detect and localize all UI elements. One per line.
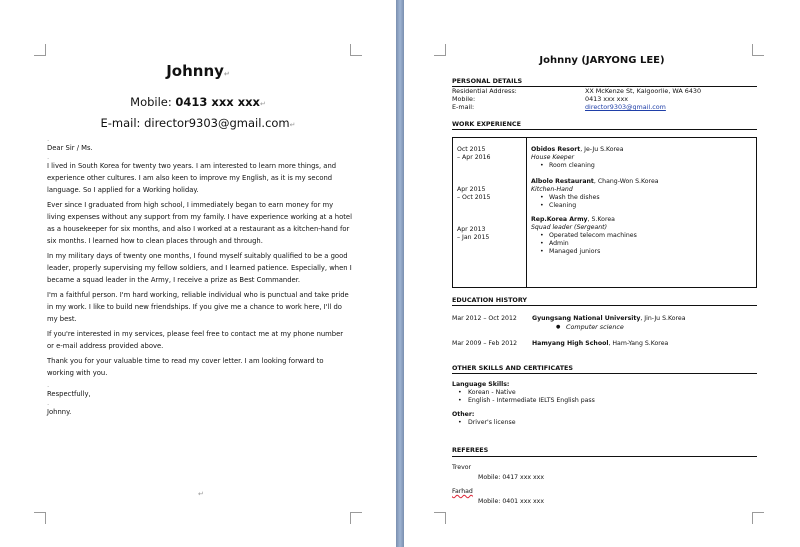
section-title: EDUCATION HISTORY <box>452 296 757 306</box>
email-link[interactable]: director9303@gmail.com <box>585 103 666 111</box>
education-entry: Mar 2012 – Oct 2012 Gyungsang National University, Jin-Ju S.Korea <box>452 315 686 322</box>
letter-paragraph: I'm a faithful person. I'm hard working, reliable individual who is punctual and take pride in my work. I like to build new friendships. If you give me a chance to work here, I'll do my best. <box>47 291 349 323</box>
education-entry: Mar 2009 – Feb 2012 Hamyang High School, Ham-Yang S.Korea <box>452 340 669 347</box>
section-title: REFEREES <box>452 445 757 457</box>
job-entry: Albolo Restaurant, Chang-Won S.Korea Kitchen-Hand • Wash the dishes • Cleaning <box>531 178 753 210</box>
referee-mobile: Mobile: 0417 xxx xxx <box>478 474 544 481</box>
letter-paragraph: Ever since I graduated from high school, I immediately began to earn money for my living expenses without any support from my family. I have experience working at a hotel as a housekeeper for six months, and also I worked at a restaurant as a kitchen-hand for six months. I learned how to clean places through and through. <box>47 201 352 245</box>
signature: Johnny. <box>47 408 72 416</box>
detail-row: Residential Address: XX McKenze St, Kalgoorlie, WA 6430 <box>452 87 702 95</box>
work-details-column <box>531 146 753 256</box>
letter-paragraph: If you're interested in my services, please feel free to contact me at my phone number or e-mail address provided above. <box>47 330 344 350</box>
crop-mark <box>350 512 362 524</box>
detail-row: E-mail: director9303@gmail.com <box>452 103 666 111</box>
letter-paragraph: In my military days of twenty one months, I found myself suitably qualified to be a good leader, properly supervising my fellow soldiers, and I learned patience. Especially, when I became a squad leader in the Army, I receive a prize as Best Commander. <box>47 252 352 284</box>
work-experience-table <box>452 137 757 288</box>
applicant-mobile: Mobile: 0413 xxx xxx↵ <box>130 95 266 109</box>
job-entry: Obidos Resort, Je-Ju S.Korea House Keeper • Room cleaning <box>531 146 753 170</box>
crop-mark <box>434 512 446 524</box>
page-gutter <box>396 0 404 547</box>
referee-name: Farhad <box>452 488 473 495</box>
section-title: WORK EXPERIENCE <box>452 120 757 130</box>
referees-section <box>452 445 757 507</box>
resume-page <box>404 0 800 547</box>
crop-mark <box>752 512 764 524</box>
detail-row: Mobile: 0413 xxx xxx <box>452 95 629 103</box>
crop-mark <box>34 512 46 524</box>
job-entry: Rep.Korea Army, S.Korea Squad leader (Sergeant) • Operated telecom machines • Admin • Managed juniors <box>531 216 753 256</box>
crop-mark <box>34 44 46 56</box>
paragraph-mark: ↵ <box>198 490 204 498</box>
education-section: EDUCATION HISTORY Mar 2012 – Oct 2012 Gyungsang National University, Jin-Ju S.Korea ● Computer science Mar 2009 – Feb 2012 Hamyang High School, Ham-Yang S.Korea <box>452 296 757 348</box>
referee-mobile: Mobile: 0401 xxx xxx <box>478 498 544 505</box>
salutation: Dear Sir / Ms. <box>47 144 93 152</box>
applicant-name: Johnny↵ <box>166 62 230 80</box>
crop-mark <box>350 44 362 56</box>
letter-body: . Dear Sir / Ms. . I lived in South Korea for twenty two years. I am interested to learn more things, and experience other cultures. I am also keen to improve my English, as it is my second language. So I applied for a Working holiday. Ever since I graduated from high school, I immediately began to earn money for my living expenses without any support from my family. I have experience working at a hotel as a housekeeper for six months, and also I worked at a restaurant as a kitchen-hand for six months. I learned how to clean places through and through. In my military days of twenty one months, I found myself suitably qualified to be a good leader, properly supervising my fellow soldiers, and I learned patience. Especially, when I became a squad leader in the Army, I receive a prize as Best Commander. I'm a faithful person. I'm hard working, reliable individual who is punctual and take pride in my work. I like to build new friendships. If you give me a chance to work here, I'll do my best. If you're interested in my services, please feel free to contact me at my phone number or e-mail address provided above. Thank you for your valuable time to read my cover letter. I am looking forward to working with you. . Respectfully, . Johnny. <box>47 135 352 416</box>
personal-details-section <box>452 77 757 111</box>
cover-letter-page <box>0 0 396 547</box>
letter-paragraph: Thank you for your valuable time to read my cover letter. I am looking forward to working with you. <box>47 357 324 377</box>
section-title: PERSONAL DETAILS <box>452 77 757 87</box>
work-dates-column: Oct 2015 – Apr 2016 Apr 2015 – Oct 2015 Apr 2013 – Jan 2015 <box>457 146 491 241</box>
letter-paragraph: I lived in South Korea for twenty two years. I am interested to learn more things, and experience other cultures. I am also keen to improve my English, as it is my second language. So I applied for a Working holiday. <box>47 162 337 194</box>
referee-name: Trevor <box>452 464 472 471</box>
section-title: OTHER SKILLS AND CERTIFICATES <box>452 364 757 374</box>
applicant-email: E-mail: director9303@gmail.com↵ <box>100 116 296 130</box>
closing: Respectfully, <box>47 390 91 398</box>
skills-section: OTHER SKILLS AND CERTIFICATES Language Skills: • Korean - Native • English - Intermediate IELTS English pass Other: • Driver's license <box>452 364 757 427</box>
work-experience-heading <box>452 120 757 130</box>
resume-name: Johnny (JARYONG LEE) <box>539 55 665 66</box>
